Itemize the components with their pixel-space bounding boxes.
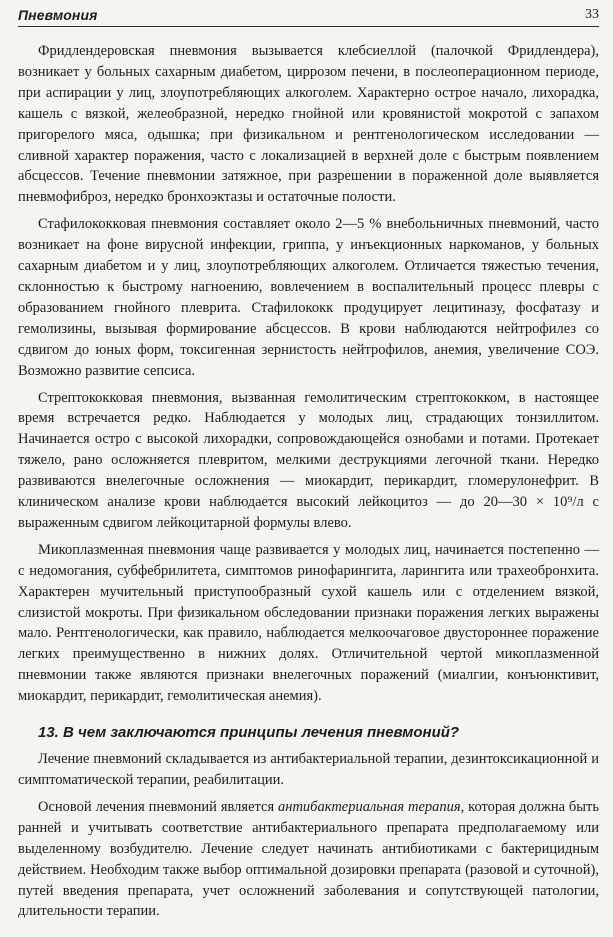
paragraph-streptococcal-pneumonia: Стрептококковая пневмония, вызванная гемолитическим стрептококком, в настоящее время встречается редко. Наблюдается у молодых лиц, страдающих тонзиллитом. Начинается остро с высокой лихорадки, сопровождающейся ознобами и потами. Протекает тяжело, рано осложняется плевритом, мелкими деструкциями легочной ткани. Нередко развиваются внелегочные осложнения — миокардит, перикардит, гломерулонефрит. В клиническом анализе крови наблюдается высокий лейкоцитоз — до 20—30 × 10⁹/л с выраженным сдвигом лейкоцитарной формулы влево. [18, 389, 599, 531]
emphasized-term: антибактериальная терапия [278, 798, 461, 815]
paragraph-mycoplasma-pneumonia: Микоплазменная пневмония чаще развивается у молодых лиц, начинается постепенно — с недомогания, субфебрилитета, симптомов ринофарингита, ларингита или трахеобронхита. Характерен мучительный приступообразный сухой кашель или с отделением вязкой, слизистой мокроты. При физикальном обследовании признаки поражения легких выражены мало. Рентгенологически, как правило, наблюдается мелкоочаговое двустороннее поражение легких преимущественно в нижних долях. Отличительной чертой микоплазменной пневмонии также являются признаки внелегочных поражений (миалгии, конъюнктивит, миокардит, перикардит, гемолитическая анемия). [18, 541, 599, 705]
running-title: Пневмония [18, 7, 98, 23]
section-heading: 13. В чем заключаются принципы лечения пневмоний? [38, 724, 460, 742]
text-before-emphasis: Основой лечения пневмоний является [38, 798, 279, 815]
running-header [18, 0, 599, 27]
page-body [18, 41, 599, 922]
paragraph-treatment-intro: Лечение пневмоний складывается из антибактериальной терапии, дезинтоксикационной и симптоматической терапии, реабилитации. [18, 751, 599, 788]
paragraph-staphylococcal-pneumonia: Стафилококковая пневмония составляет около 2—5 % внебольничных пневмоний, часто возникает на фоне вирусной инфекции, гриппа, у инъекционных наркоманов, у больных сахарным диабетом и у лиц, злоупотребляющих алкоголем. Отличается тяжестью течения, склонностью к быстрому нагноению, вовлечением в воспалительный процесс плевры с образованием гнойного плеврита. Стафилококк продуцирует лецитиназу, фосфатазу и гемолизины, вызывая формирование абсцессов. В крови наблюдаются нейтрофилез со сдвигом до юных форм, токсигенная зернистость нейтрофилов, анемия, увеличение СОЭ. Возможно развитие сепсиса. [18, 216, 599, 379]
paragraph-antibacterial-therapy [18, 797, 599, 922]
text-after-emphasis: , которая должна быть ранней и учитывать соответствие антибактериального препарата предполагаемому или выделенному возбудителю. Лечение следует начинать антибиотиками с бактерицидным действием. Необходим также выбор оптимальной дозировки препарата (разовой и суточной), путей введения препарата, учет осложнений заболевания и сопутствующей патологии, длительности терапии. [18, 798, 599, 920]
page-number: 33 [585, 7, 599, 22]
paragraph-friedlander-pneumonia: Фридлендеровская пневмония вызывается клебсиеллой (палочкой Фридлендера), возникает у больных сахарным диабетом, циррозом печени, в послеоперационном периоде, при аспирации у лиц, злоупотребляющих алкоголем. Характерно острое начало, лихорадка, кашель с вязкой, желеобразной, нередко гнойной или кровянистой мокротой с запахом пригорелого мяса, одышка; при физикальном и рентгенологическом исследовании — сливной характер поражения, часто с локализацией в верхней доле с быстрым появлением абсцессов. Течение пневмонии затяжное, при разрешении в пораженной доле выявляется пневмофиброз, нередко бронхоэктазы и остаточные полости. [18, 43, 599, 206]
